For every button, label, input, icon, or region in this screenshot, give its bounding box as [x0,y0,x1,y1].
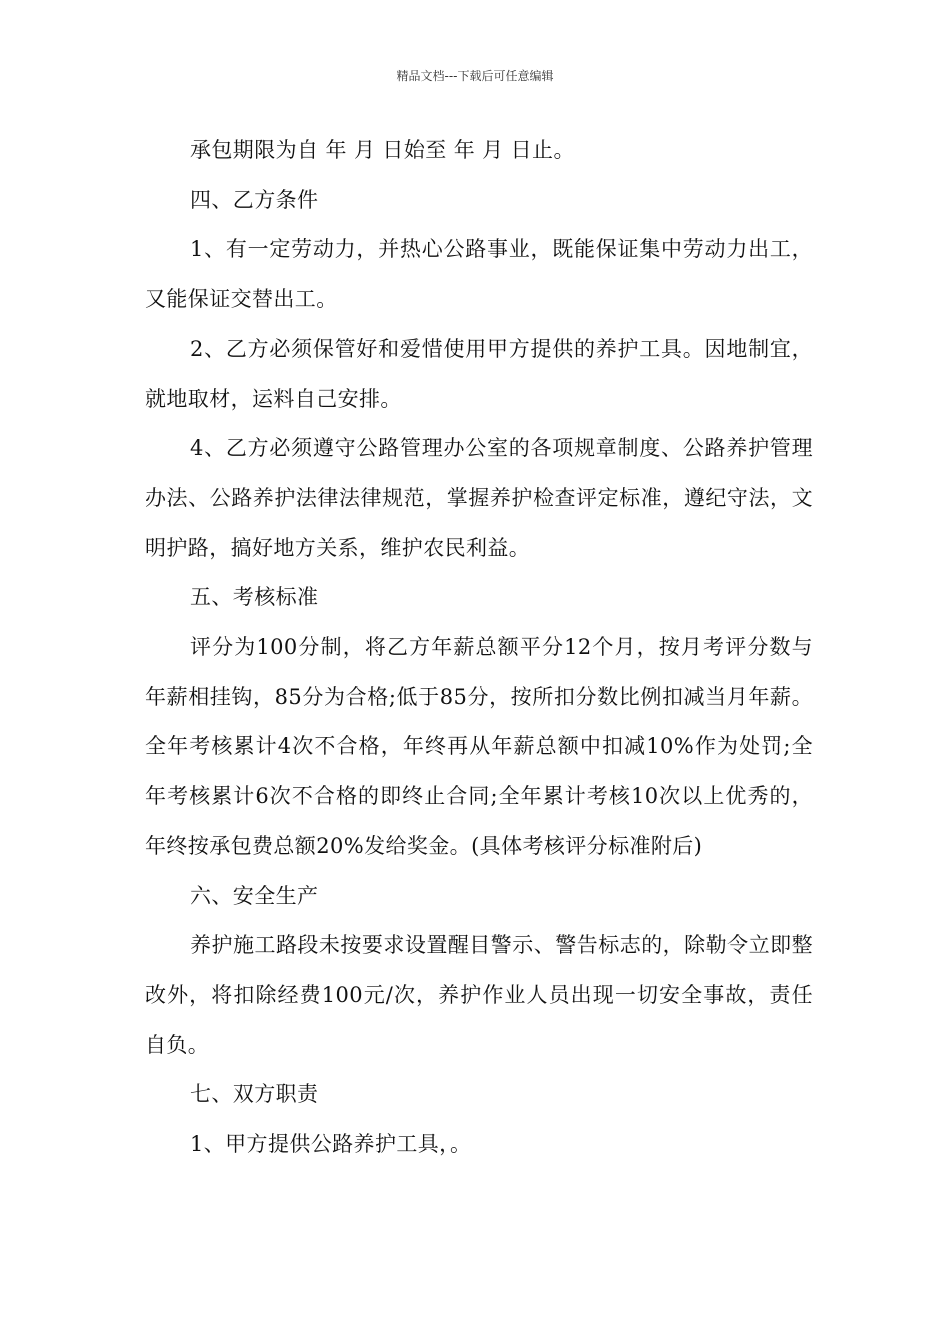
heading-assessment-standards: 五、考核标准 [190,585,319,610]
document-body [145,126,813,1170]
page-header: 精品文档---下载后可任意编辑 [396,69,554,83]
paragraph-contract-period: 承包期限为自 年 月 日始至 年 月 日止。 [190,138,575,162]
paragraph-assessment: 评分为100分制，将乙方年薪总额平分12个月，按月考评分数与年薪相挂钩，85分为合格;低于85分，按所扣分数比例扣减当月年薪。全年考核累计4次不合格，年终再从年薪总额中扣减10%作为处罚;全年考核累计6次不合格的即终止合同;全年累计考核10次以上优秀的，年终按承包费总额20%发给奖金。(具体考核评分标准附后) [145,635,813,858]
paragraph-condition-2: 2、乙方必须保管好和爱惜使用甲方提供的养护工具。因地制宜，就地取材，运料自己安排。 [145,336,813,411]
paragraph-safety: 养护施工路段未按要求设置醒目警示、警告标志的，除勒令立即整改外，将扣除经费100元/次，养护作业人员出现一切安全事故，责任自负。 [145,933,813,1057]
heading-responsibilities: 七、双方职责 [190,1082,319,1107]
paragraph-condition-4: 4、乙方必须遵守公路管理办公室的各项规章制度、公路养护管理办法、公路养护法律法律规范，掌握养护检查评定标准，遵纪守法，文明护路，搞好地方关系，维护农民利益。 [145,436,813,560]
paragraph-condition-1: 1、有一定劳动力，并热心公路事业，既能保证集中劳动力出工，又能保证交替出工。 [145,237,813,312]
paragraph-responsibility-1: 1、甲方提供公路养护工具，。 [190,1132,472,1157]
heading-safety: 六、安全生产 [190,883,319,908]
heading-party-b-conditions: 四、乙方条件 [190,187,319,212]
